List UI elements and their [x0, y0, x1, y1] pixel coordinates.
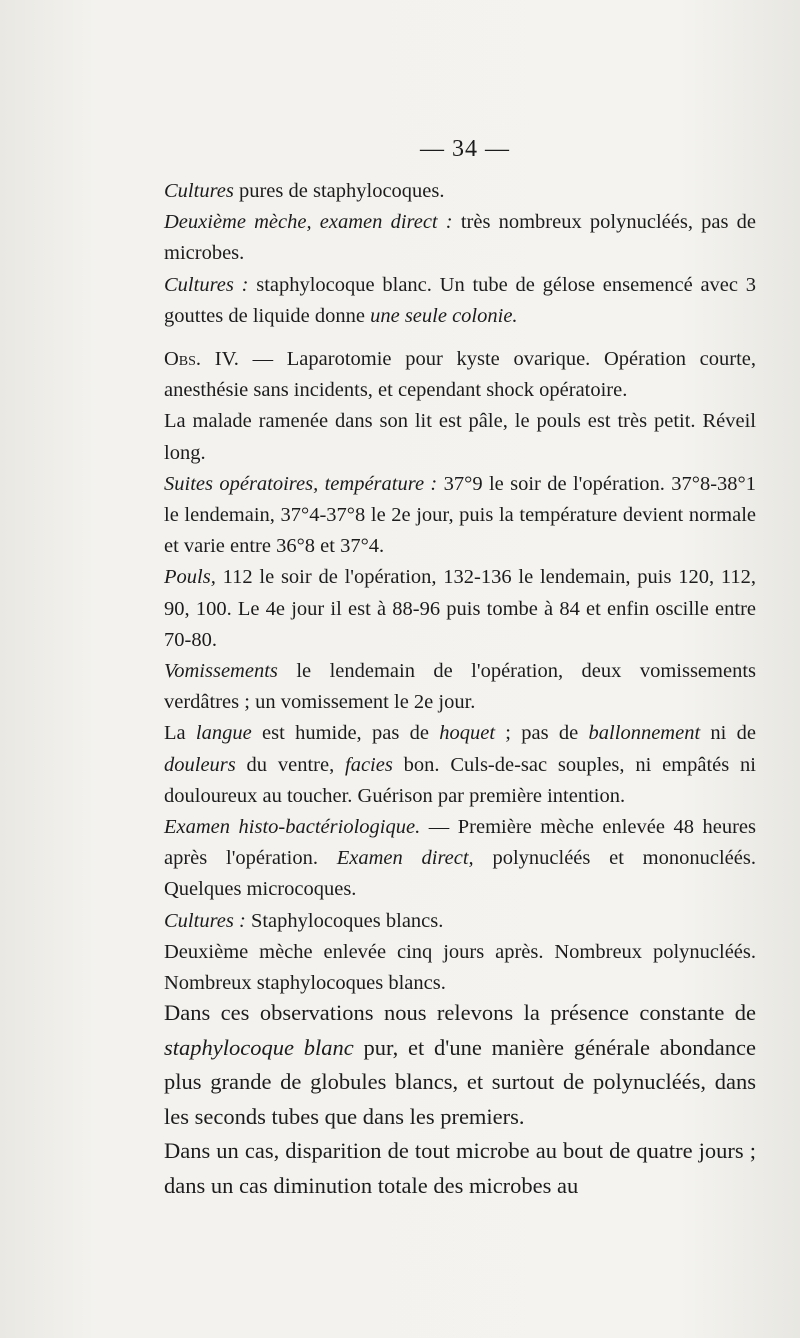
observation-paragraph	[164, 718, 756, 812]
text-run: Examen histo-bactériologique.	[164, 816, 421, 839]
text-run: ni de	[700, 722, 757, 745]
text-run: Suites opératoires, température :	[164, 472, 438, 495]
text-run: très nombreux polynucléés, pas de microbes.	[164, 211, 756, 265]
text-run: pures de staphylocoques.	[233, 180, 445, 202]
summary-paragraph	[164, 996, 756, 1134]
summary-paragraph	[164, 1134, 756, 1203]
text-run: Dans ces observations nous relevons la présence constante de	[164, 1000, 756, 1025]
observation-paragraph	[164, 344, 756, 406]
observation-paragraph	[164, 656, 756, 718]
observation-paragraph	[164, 937, 756, 999]
observation-paragraph	[164, 176, 756, 207]
text-run: du ventre,	[235, 753, 346, 776]
text-run: polynucléés et mononucléés. Quelques microcoques.	[164, 847, 756, 901]
text-run: bon. Culs-de-sac souples, ni empâtés ni douloureux au toucher. Guérison par première intention.	[164, 753, 756, 807]
text-run: Vomissements	[164, 660, 278, 683]
text-run: staphylocoque blanc	[164, 1034, 354, 1060]
text-run: douleurs	[164, 753, 236, 776]
text-run: facies	[345, 753, 393, 776]
observation-paragraph	[164, 270, 756, 332]
observation-paragraph	[164, 406, 756, 468]
text-run: le lendemain de l'opération, deux vomissements verdâtres ; un vomissement le 2e jour.	[164, 660, 756, 714]
text-run: pur, et d'une manière générale abondance plus grande de globules blancs, et surtout de polynucléés, dans les seconds tubes que dans les premiers.	[164, 1034, 756, 1129]
text-run: Obs. IV.	[164, 348, 239, 371]
text-run: Staphylocoques blancs.	[245, 909, 444, 932]
text-run: hoquet	[439, 722, 496, 745]
text-run: une seule colonie.	[370, 304, 518, 327]
text-run: Cultures :	[164, 273, 249, 296]
text-run: Cultures	[164, 180, 234, 202]
observation-paragraph	[164, 906, 756, 937]
text-run: staphylocoque blanc. Un tube de gélose ensemencé avec 3 gouttes de liquide donne	[164, 273, 757, 327]
text-run: Pouls,	[164, 566, 216, 589]
text-run: — Laparotomie pour kyste ovarique. Opération courte, anesthésie sans incidents, et cependant shock opératoire.	[164, 348, 756, 402]
text-run: 112 le soir de l'opération, 132-136 le lendemain, puis 120, 112, 90, 100. Le 4e jour il est à 88-96 puis tombe à 84 et enfin oscille entre 70-80.	[164, 566, 756, 651]
text-run: La malade ramenée dans son lit est pâle, le pouls est très petit. Réveil long.	[164, 410, 756, 464]
text-run: 37°9 le soir de l'opération. 37°8-38°1 le lendemain, 37°4-37°8 le 2e jour, puis la température devient normale et varie entre 36°8 et 37°4.	[164, 472, 756, 558]
observation-paragraph	[164, 469, 756, 563]
text-run: langue	[195, 722, 252, 745]
observation-paragraph	[164, 207, 756, 269]
text-run: ; pas de	[495, 722, 589, 745]
page-number: — 34 —	[420, 136, 510, 162]
text-run: Deuxième mèche, examen direct :	[164, 211, 453, 234]
text-run: ballonnement	[588, 722, 701, 745]
text-run: Deuxième mèche enlevée cinq jours après. Nombreux polynucléés. Nombreux staphylocoques blancs.	[164, 940, 756, 995]
text-run: Cultures :	[164, 909, 246, 932]
summary-text-block	[164, 996, 756, 1203]
text-run: La	[164, 722, 196, 745]
text-run: Dans un cas, disparition de tout microbe au bout de quatre jours ; dans un cas diminution totale des microbes au	[164, 1138, 756, 1198]
text-run: — Première mèche enlevée 48 heures après l'opération.	[164, 816, 757, 870]
observation-paragraph	[164, 812, 756, 906]
observation-paragraph	[164, 562, 756, 656]
text-run: est humide, pas de	[251, 722, 440, 745]
observation-text-block	[164, 176, 756, 999]
text-run: Examen direct,	[336, 847, 474, 870]
